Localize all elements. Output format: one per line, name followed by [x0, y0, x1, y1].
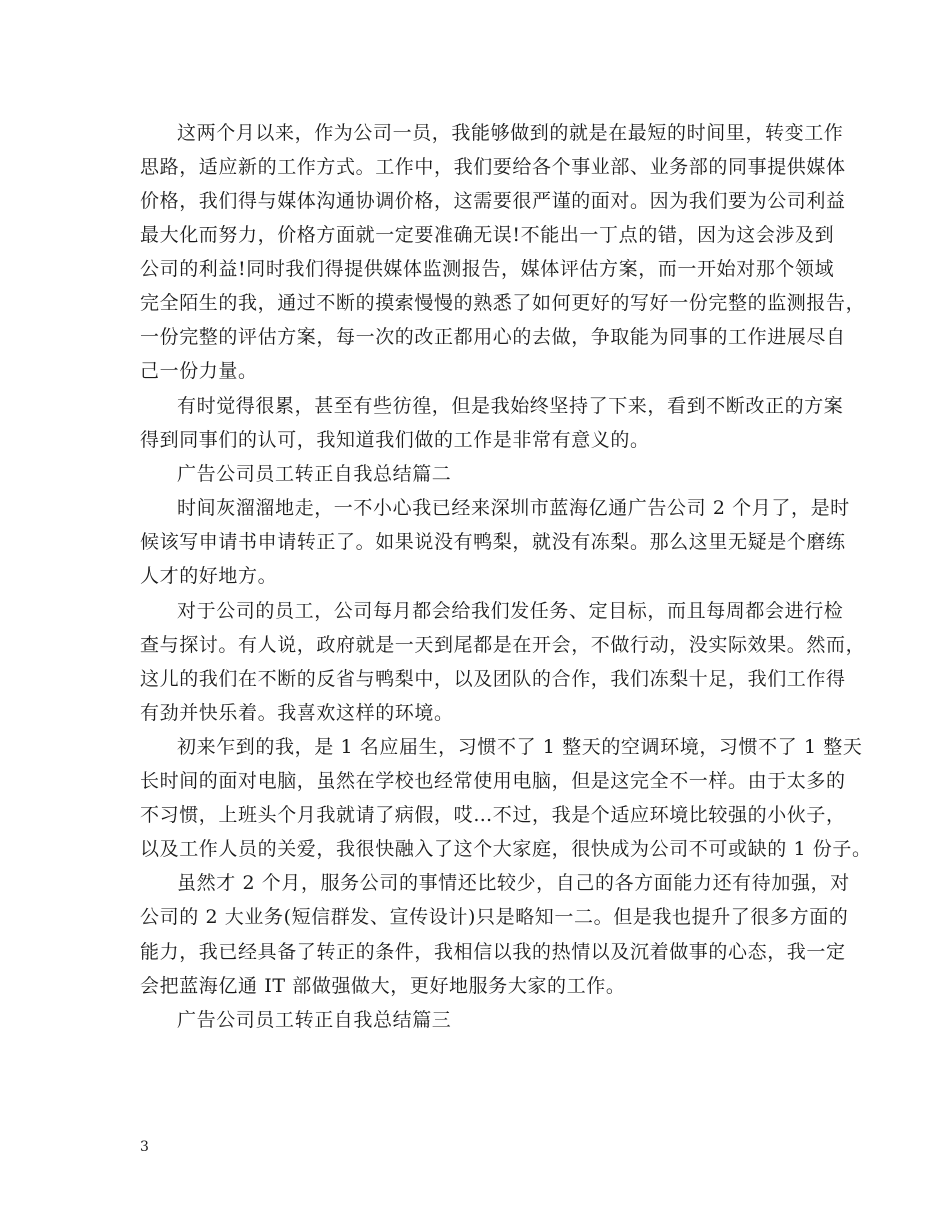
- paragraph-line: 虽然才 2 个月，服务公司的事情还比较少，自己的各方面能力还有待加强，对: [177, 872, 850, 894]
- paragraph-line: 有时觉得很累，甚至有些彷徨，但是我始终坚持了下来，看到不断改正的方案: [177, 395, 844, 417]
- paragraph-line: 完全陌生的我，通过不断的摸索慢慢的熟悉了如何更好的写好一份完整的监测报告，: [140, 292, 866, 314]
- paragraph-line: 己一份力量。: [140, 360, 258, 382]
- paragraph-line: 这儿的我们在不断的反省与鸭梨中，以及团队的合作，我们冻梨十足，我们工作得: [140, 668, 846, 690]
- paragraph-line: 有劲并快乐着。我喜欢这样的环境。: [140, 702, 454, 724]
- paragraph-line: 时间灰溜溜地走，一不小心我已经来深圳市蓝海亿通广告公司 2 个月了，是时: [177, 497, 850, 519]
- paragraph-line: 思路，适应新的工作方式。工作中，我们要给各个事业部、业务部的同事提供媒体: [140, 156, 846, 178]
- paragraph-line: 以及工作人员的关爱，我很快融入了这个大家庭，很快成为公司不可或缺的 1 份子。: [140, 838, 872, 860]
- paragraph-line: 公司的利益!同时我们得提供媒体监测报告，媒体评估方案，而一开始对那个领域: [140, 258, 835, 280]
- paragraph-line: 不习惯，上班头个月我就请了病假，哎…不过，我是个适应环境比较强的小伙子，: [140, 804, 846, 826]
- paragraph-line: 价格，我们得与媒体沟通协调价格，这需要很严谨的面对。因为我们要为公司利益: [140, 190, 846, 212]
- section-heading: 广告公司员工转正自我总结篇三: [177, 1009, 452, 1031]
- paragraph-line: 得到同事们的认可，我知道我们做的工作是非常有意义的。: [140, 429, 650, 451]
- paragraph-line: 候该写申请书申请转正了。如果说没有鸭梨，就没有冻梨。那么这里无疑是个磨练: [140, 531, 846, 553]
- paragraph-line: 初来乍到的我，是 1 名应届生，习惯不了 1 整天的空调环境，习惯不了 1 整天: [177, 736, 863, 758]
- paragraph-line: 长时间的面对电脑，虽然在学校也经常使用电脑，但是这完全不一样。由于太多的: [140, 770, 846, 792]
- page-number: 3: [140, 1139, 149, 1155]
- paragraph-line: 查与探讨。有人说，政府就是一天到尾都是在开会，不做行动，没实际效果。然而，: [140, 634, 866, 656]
- paragraph-line: 能力，我已经具备了转正的条件，我相信以我的热情以及沉着做事的心态，我一定: [140, 941, 846, 963]
- paragraph-line: 人才的好地方。: [140, 565, 278, 587]
- paragraph-line: 公司的 2 大业务(短信群发、宣传设计)只是略知一二。但是我也提升了很多方面的: [140, 906, 849, 928]
- paragraph-line: 会把蓝海亿通 IT 部做强做大，更好地服务大家的工作。: [140, 975, 626, 997]
- section-heading: 广告公司员工转正自我总结篇二: [177, 463, 452, 485]
- paragraph-line: 最大化而努力，价格方面就一定要准确无误!不能出一丁点的错，因为这会涉及到: [140, 224, 835, 246]
- paragraph-line: 这两个月以来，作为公司一员，我能够做到的就是在最短的时间里，转变工作: [177, 122, 844, 144]
- paragraph-line: 对于公司的员工，公司每月都会给我们发任务、定目标，而且每周都会进行检: [177, 600, 844, 622]
- paragraph-line: 一份完整的评估方案，每一次的改正都用心的去做，争取能为同事的工作进展尽自: [140, 326, 846, 348]
